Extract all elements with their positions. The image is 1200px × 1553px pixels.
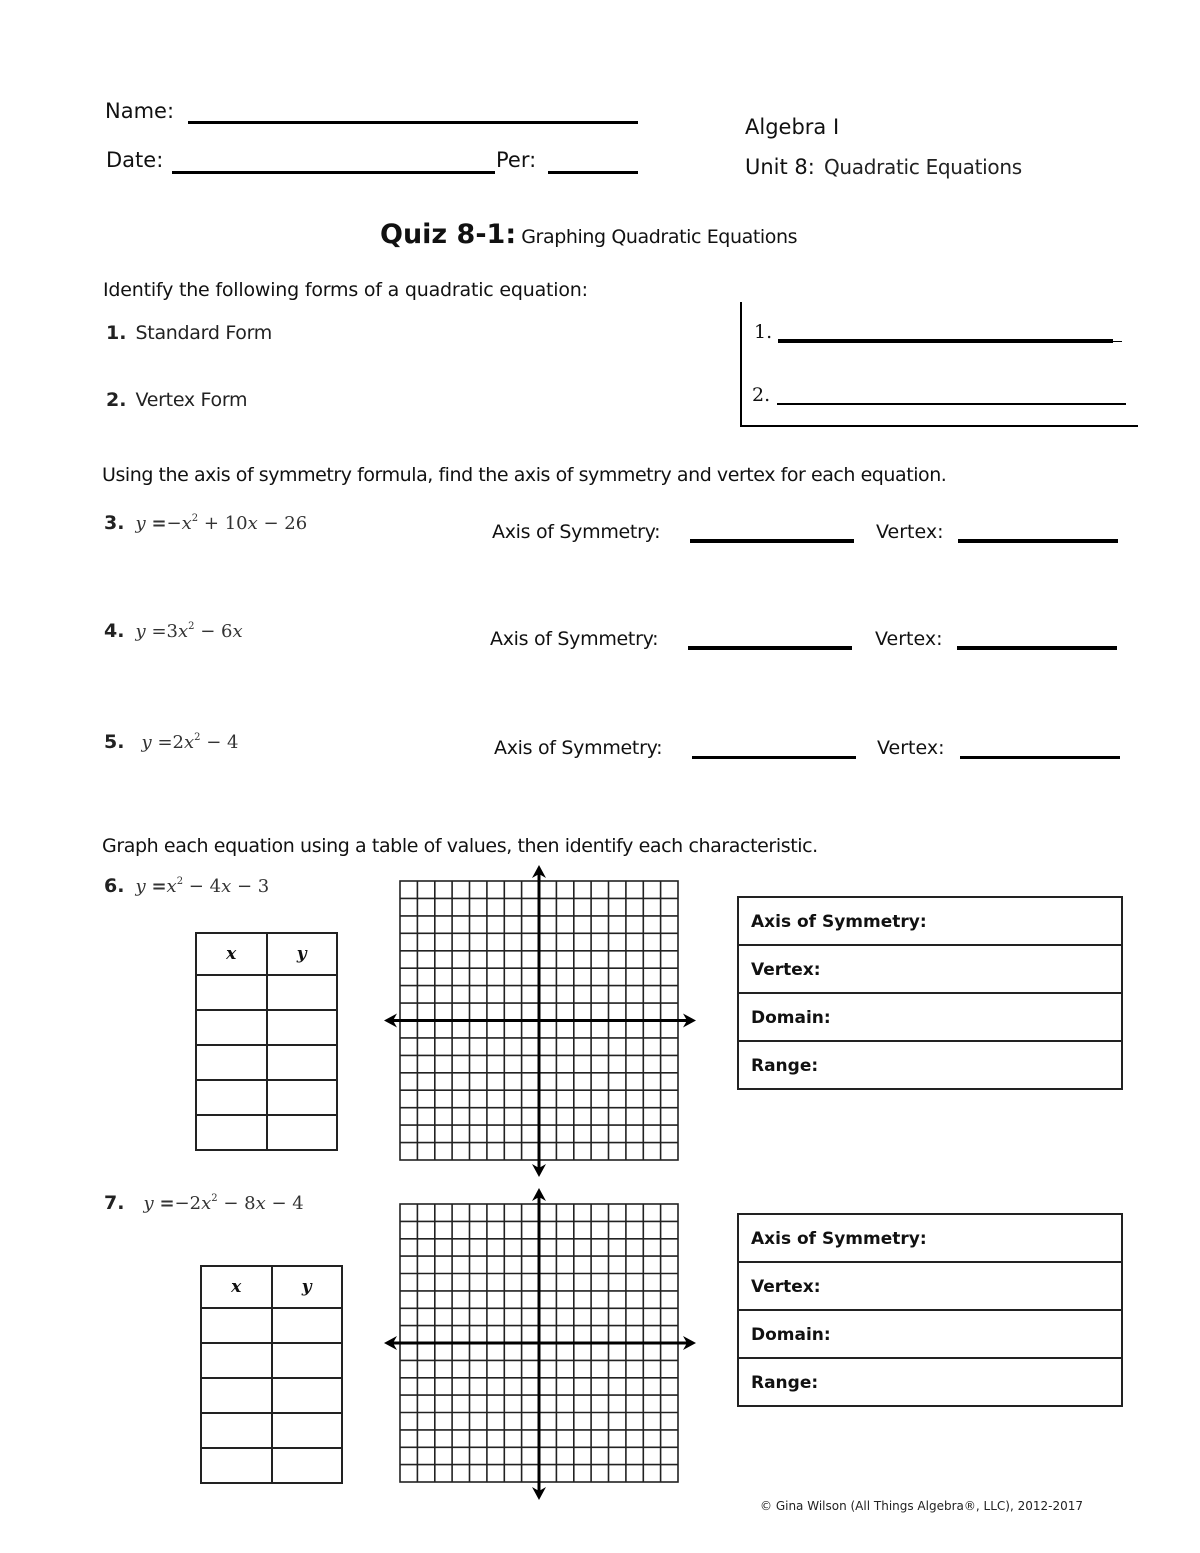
eq-exponent: 2: [176, 876, 184, 887]
vertex-label: Vertex:: [877, 737, 945, 759]
y-cell[interactable]: [267, 975, 338, 1010]
y-cell[interactable]: [272, 1308, 343, 1343]
problem-6-equation: [104, 875, 269, 897]
eq-part: − 6: [194, 621, 233, 642]
eq-lhs: y: [135, 513, 146, 534]
domain-row[interactable]: Domain:: [739, 1311, 1121, 1359]
table-row: [196, 1045, 337, 1080]
item-label: Vertex Form: [135, 389, 248, 411]
vertex-field-4[interactable]: [957, 646, 1117, 650]
quiz-number: Quiz 8-1:: [380, 219, 517, 250]
range-row[interactable]: Range:: [739, 1359, 1121, 1407]
eq-part: − 3: [231, 876, 270, 897]
x-cell[interactable]: [201, 1343, 272, 1378]
problem-4-equation: [104, 620, 243, 642]
eq-exponent: 2: [191, 513, 199, 524]
answer-1-field-tail: [1113, 341, 1122, 342]
problem-number: 6.: [104, 875, 125, 897]
problem-7-equation: [104, 1192, 304, 1214]
x-column-header: x: [201, 1266, 272, 1308]
date-label: Date:: [106, 148, 164, 172]
characteristics-box-7: [737, 1213, 1123, 1407]
eq-part: 3: [166, 621, 178, 642]
unit-heading: [745, 155, 1022, 179]
x-cell[interactable]: [201, 1308, 272, 1343]
axis-of-symmetry-label: Axis of Symmetry:: [494, 737, 663, 759]
values-table-7: [200, 1265, 343, 1484]
x-cell[interactable]: [201, 1448, 272, 1483]
table-header-row: [196, 933, 337, 975]
equation: [136, 876, 270, 897]
vertex-row[interactable]: Vertex:: [739, 946, 1121, 994]
problem-number: 3.: [104, 512, 125, 534]
x-cell[interactable]: [196, 1010, 267, 1045]
x-cell[interactable]: [196, 1045, 267, 1080]
problem-number: 7.: [104, 1192, 125, 1214]
problem-3-equation: [104, 512, 307, 534]
table-row: [201, 1343, 342, 1378]
answer-2-field[interactable]: [777, 403, 1126, 405]
problem-number: 5.: [104, 731, 125, 753]
answer-box-left-border: [740, 302, 742, 427]
axis-of-symmetry-row[interactable]: Axis of Symmetry:: [739, 1215, 1121, 1263]
range-row[interactable]: Range:: [751, 1056, 819, 1076]
eq-lhs: y: [141, 732, 152, 753]
coordinate-plane-icon: [383, 864, 697, 1178]
unit-label: Unit 8:: [745, 155, 815, 179]
vertex-field-5[interactable]: [960, 756, 1120, 759]
page-title: [380, 219, 797, 250]
characteristics-box-6: [737, 896, 1123, 1090]
answer-1-label: 1.: [754, 321, 773, 343]
table-header-row: [201, 1266, 342, 1308]
x-cell[interactable]: [201, 1413, 272, 1448]
name-field[interactable]: [188, 121, 638, 124]
vertex-row[interactable]: Vertex:: [739, 1263, 1121, 1311]
x-cell[interactable]: [196, 1115, 267, 1150]
eq-part: x: [232, 621, 243, 642]
eq-part: x: [166, 876, 177, 897]
quiz-subtitle: Graphing Quadratic Equations: [521, 226, 798, 248]
table-row: [201, 1413, 342, 1448]
axis-of-symmetry-row[interactable]: Axis of Symmetry:: [739, 898, 1121, 946]
table-row: [196, 1115, 337, 1150]
eq-part: x: [221, 876, 232, 897]
x-cell[interactable]: [201, 1378, 272, 1413]
table-row: [201, 1448, 342, 1483]
section3-instruction: Graph each equation using a table of values, then identify each characteristic.: [102, 835, 818, 857]
date-field[interactable]: [172, 171, 495, 174]
x-cell[interactable]: [196, 1080, 267, 1115]
eq-part: + 10: [198, 513, 248, 534]
period-label: Per:: [496, 148, 537, 172]
eq-exponent: 2: [194, 732, 201, 743]
table-row: [196, 1010, 337, 1045]
axis-of-symmetry-label: Axis of Symmetry:: [492, 521, 661, 543]
copyright-notice: © Gina Wilson (All Things Algebra®, LLC), 2012-2017: [760, 1499, 1083, 1513]
y-cell[interactable]: [272, 1343, 343, 1378]
eq-sign: =: [159, 1193, 175, 1214]
y-cell[interactable]: [267, 1080, 338, 1115]
answer-box-bottom-border: [740, 425, 1138, 427]
problem-5-equation: [104, 731, 239, 753]
domain-row[interactable]: Domain:: [739, 994, 1121, 1042]
axis-of-symmetry-field-5[interactable]: [692, 756, 856, 759]
y-column-header: y: [267, 933, 338, 975]
equation: [144, 1193, 304, 1214]
eq-part: − 26: [257, 513, 308, 534]
eq-sign: =: [151, 513, 167, 534]
y-cell[interactable]: [267, 1010, 338, 1045]
coordinate-grid-7[interactable]: [383, 1187, 697, 1501]
eq-lhs: y: [143, 1193, 154, 1214]
form-item-vertex: [106, 389, 247, 411]
vertex-label: Vertex:: [875, 628, 943, 650]
eq-sign: =: [151, 876, 167, 897]
eq-part: x: [201, 1193, 212, 1214]
form-item-standard: [106, 322, 272, 344]
eq-sign: =: [151, 621, 167, 642]
x-cell[interactable]: [196, 975, 267, 1010]
axis-of-symmetry-label: Axis of Symmetry:: [490, 628, 659, 650]
vertex-label: Vertex:: [876, 521, 944, 543]
axis-of-symmetry-field-3[interactable]: [690, 539, 854, 543]
eq-part: x: [181, 513, 192, 534]
eq-part: − 4: [200, 732, 239, 753]
equation: [136, 621, 243, 642]
eq-lhs: y: [135, 621, 146, 642]
answer-1-field[interactable]: [778, 339, 1113, 343]
y-column-header: y: [272, 1266, 343, 1308]
eq-part: − 4: [265, 1193, 304, 1214]
eq-part: − 4: [183, 876, 222, 897]
answer-2-label: 2.: [752, 384, 771, 406]
y-cell[interactable]: [272, 1413, 343, 1448]
eq-part: −2: [174, 1193, 202, 1214]
table-row: [201, 1308, 342, 1343]
coordinate-grid-6[interactable]: [383, 864, 697, 1178]
table-row: [196, 1080, 337, 1115]
equation: [136, 513, 308, 534]
coordinate-plane-icon: [383, 1187, 697, 1501]
eq-exponent: 2: [211, 1193, 218, 1204]
item-label: Standard Form: [135, 322, 272, 344]
eq-part: x: [255, 1193, 266, 1214]
y-cell[interactable]: [267, 1045, 338, 1080]
course-name: Algebra I: [745, 115, 840, 139]
period-field[interactable]: [548, 171, 638, 174]
section1-instruction: Identify the following forms of a quadratic equation:: [103, 279, 588, 301]
table-row: [201, 1378, 342, 1413]
eq-part: −: [166, 513, 182, 534]
name-label: Name:: [105, 99, 175, 123]
eq-part: x: [247, 513, 258, 534]
table-row: [196, 975, 337, 1010]
x-column-header: x: [196, 933, 267, 975]
item-number: 2.: [106, 389, 127, 411]
eq-lhs: y: [135, 876, 146, 897]
unit-title: Quadratic Equations: [823, 155, 1022, 179]
y-cell[interactable]: [272, 1378, 343, 1413]
eq-exponent: 2: [188, 621, 195, 632]
problem-number: 4.: [104, 620, 125, 642]
eq-part: 2: [172, 732, 184, 753]
y-cell[interactable]: [272, 1448, 343, 1483]
eq-sign: =: [157, 732, 173, 753]
item-number: 1.: [106, 322, 127, 344]
equation: [142, 732, 239, 753]
eq-part: − 8: [217, 1193, 256, 1214]
values-table-6: [195, 932, 338, 1151]
vertex-field-3[interactable]: [958, 539, 1118, 543]
section2-instruction: Using the axis of symmetry formula, find the axis of symmetry and vertex for each equation.: [102, 464, 947, 486]
eq-part: x: [184, 732, 195, 753]
y-cell[interactable]: [267, 1115, 338, 1150]
eq-part: x: [178, 621, 189, 642]
axis-of-symmetry-field-4[interactable]: [688, 646, 852, 650]
